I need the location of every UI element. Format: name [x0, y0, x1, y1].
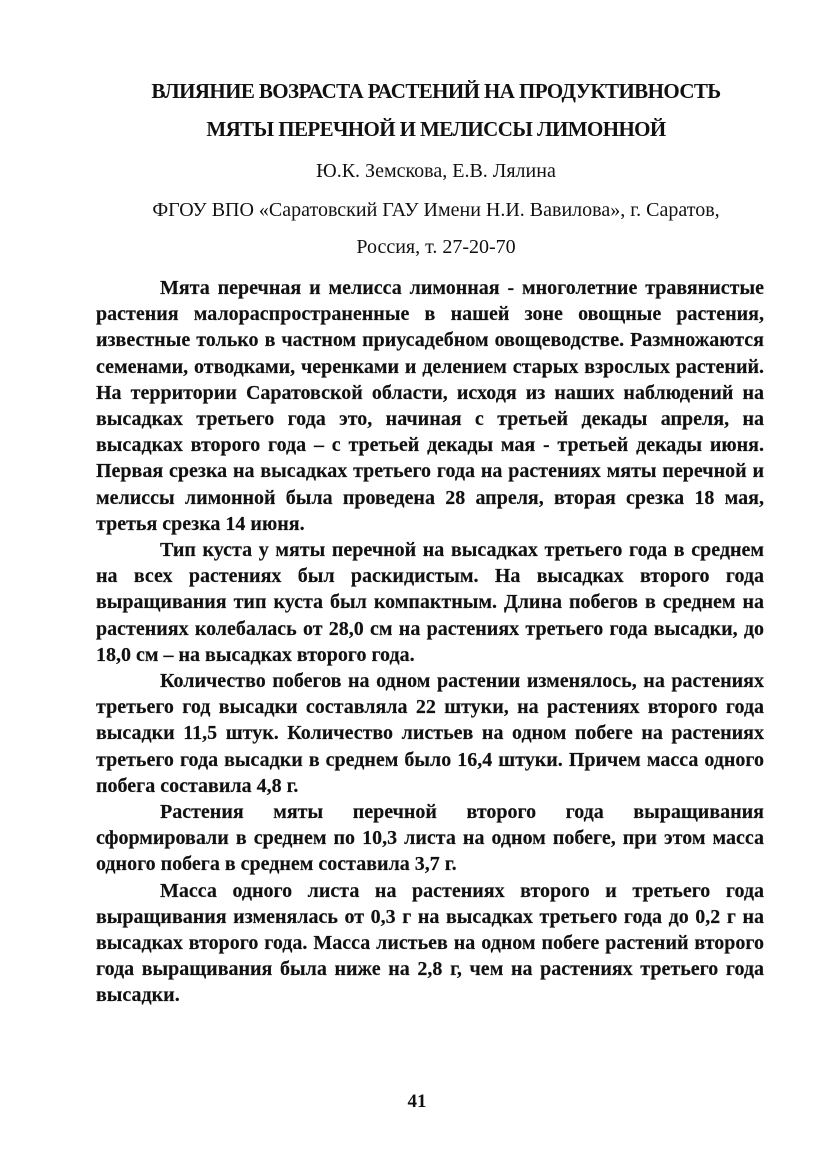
- title-line-2: МЯТЫ ПЕРЕЧНОЙ И МЕЛИССЫ ЛИМОННОЙ: [206, 117, 666, 141]
- paragraph-3: Количество побегов на одном растении изменялось, на растениях третьего год высадки составляла 22 штуки, на растениях второго года высадки 11,5 штук. Количество листьев на одном побеге на растениях третьего года высадки в среднем было 16,4 штуки. Причем масса одного побега составила 4,8 г.: [96, 670, 764, 797]
- page-number: 41: [407, 1091, 427, 1112]
- article-body: [96, 275, 764, 1009]
- paragraph-4: Растения мяты перечной второго года выращивания сформировали в среднем по 10,3 листа на одном побеге, при этом масса одного побега в среднем составила 3,7 г.: [96, 801, 764, 876]
- affiliation-line-1: ФГОУ ВПО «Саратовский ГАУ Имени Н.И. Вавилова», г. Саратов,: [152, 199, 720, 221]
- title-line-1: ВЛИЯНИЕ ВОЗРАСТА РАСТЕНИЙ НА ПРОДУКТИВНОСТЬ: [151, 79, 721, 103]
- authors: Ю.К. Земскова, Е.В. Лялина: [316, 160, 556, 182]
- paragraph-5: Масса одного листа на растениях второго и третьего года выращивания изменялась от 0,3 г на высадках третьего года до 0,2 г на высадках второго года. Масса листьев на одном побеге растений второго года выращивания была ниже на 2,8 г, чем на растениях третьего года высадки.: [96, 879, 764, 1007]
- paragraph-2: Тип куста у мяты перечной на высадках третьего года в среднем на всех растениях был раскидистым. На высадках второго года выращивания тип куста был компактным. Длина побегов в среднем на растениях колебалась от 28,0 см на растениях третьего года высадки, до 18,0 см – на высадках второго года.: [96, 539, 764, 666]
- affiliation-line-2: Россия, т. 27-20-70: [356, 236, 516, 258]
- paragraph-1: Мята перечная и мелисса лимонная - многолетние травянистые растения малораспространенные в нашей зоне овощные растения, известные только в частном приусадебном овощеводстве. Размножаются семенами, отводками, черенками и делением старых взрослых растений. На территории Саратовской области, исходя из наших наблюдений на высадках третьего года это, начиная с третьей декады апреля, на высадках второго года – с третьей декады мая - третьей декады июня. Первая срезка на высадках третьего года на растениях мяты перечной и мелиссы лимонной была проведена 28 апреля, вторая срезка 18 мая, третья срезка 14 июня.: [96, 277, 764, 535]
